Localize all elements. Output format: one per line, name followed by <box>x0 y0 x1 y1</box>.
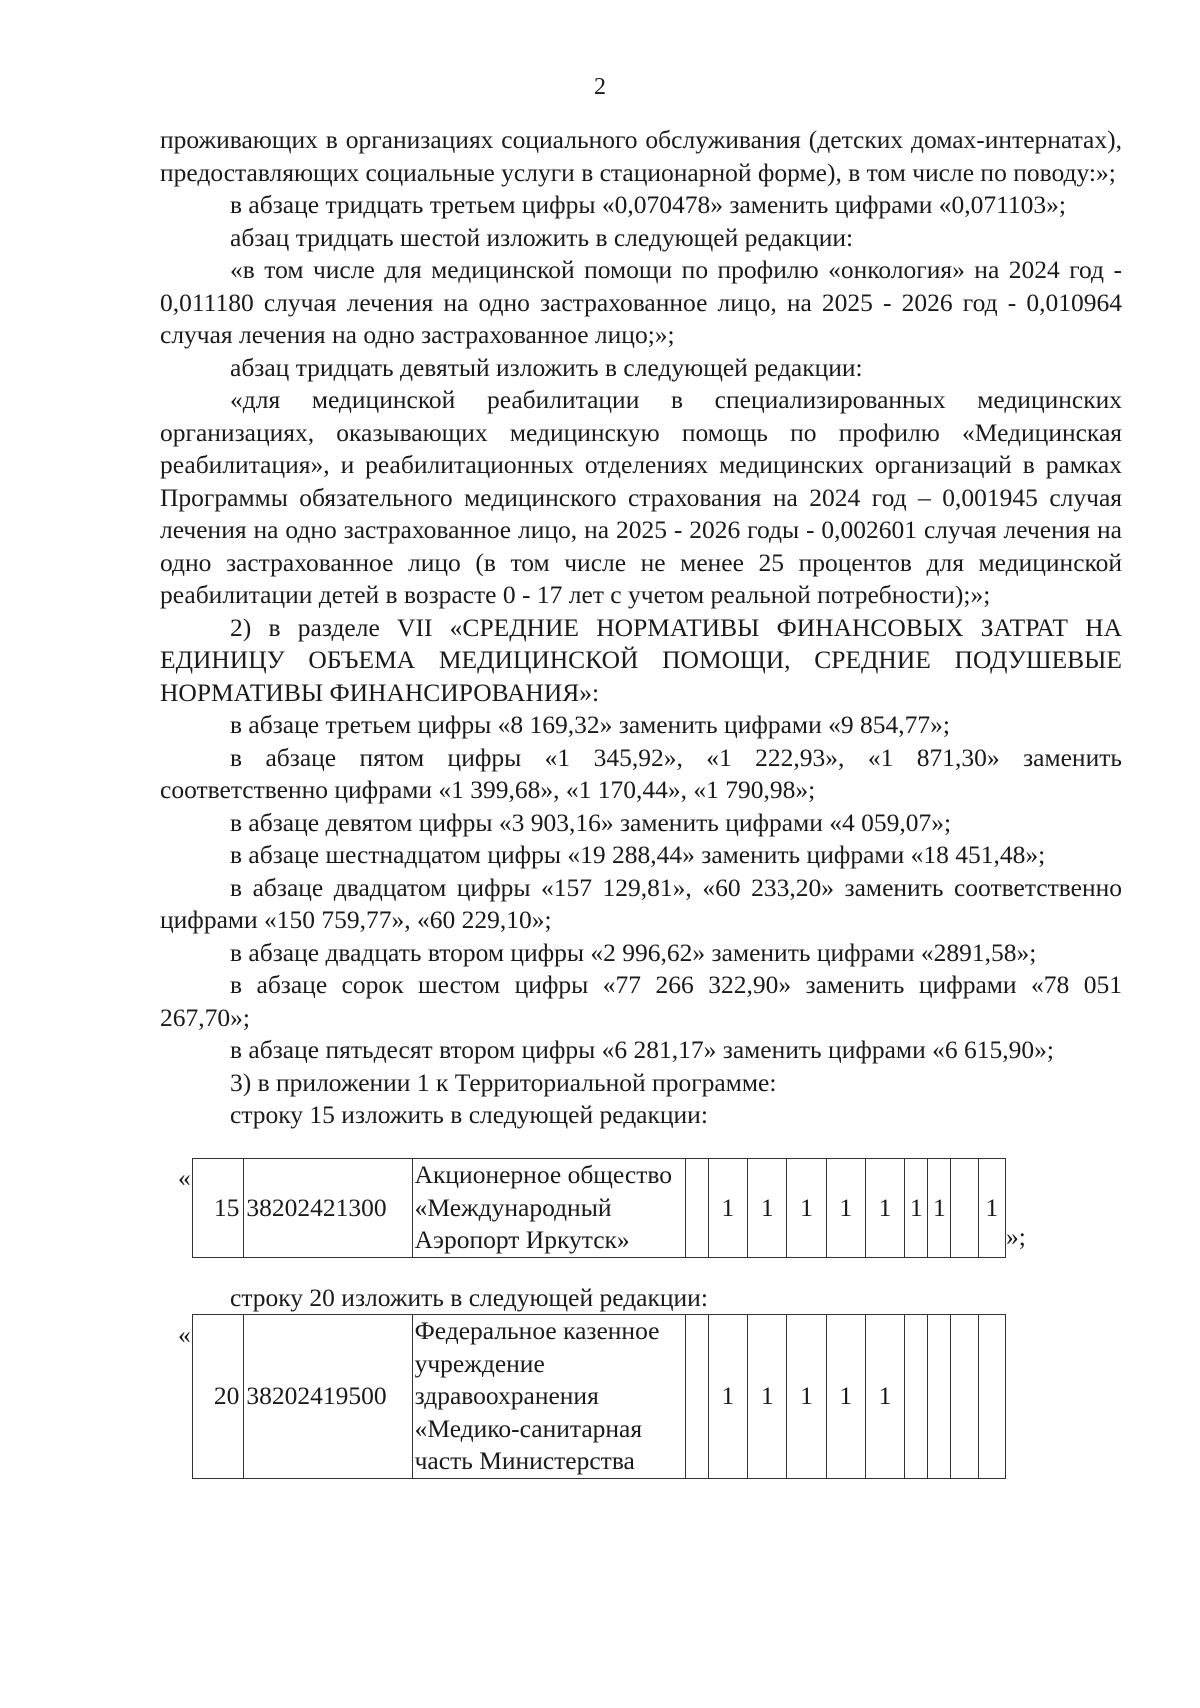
paragraph-10: в абзаце девятом цифры «3 903,16» заменить цифрами «4 059,07»; <box>230 807 952 837</box>
row20-mark-8 <box>928 1315 951 1479</box>
row15-mark-8: 1 <box>928 1159 951 1258</box>
row15-table <box>192 1158 1006 1258</box>
row20-organization: Федеральное казенное учреждение здравоохранения «Медико-санитарная часть Министерства <box>412 1315 685 1479</box>
paragraph-15: в абзаце пятьдесят втором цифры «6 281,17» заменить цифрами «6 615,90»; <box>230 1035 1054 1064</box>
row15-mark-2: 1 <box>708 1159 747 1258</box>
row20-mark-1 <box>685 1315 708 1479</box>
paragraph-8: в абзаце третьем цифры «8 169,32» заменить цифрами «9 854,77»; <box>230 710 950 739</box>
row20-table <box>192 1314 1006 1479</box>
paragraph-12: в абзаце двадцатом цифры «157 129,81», «60 233,20» заменить соответственно цифрами «150 759,77», «60 229,10»; <box>160 872 1122 934</box>
row15-number: 15 <box>193 1159 244 1258</box>
table-row <box>193 1159 1006 1258</box>
paragraph-7: 2) в разделе VII «СРЕДНИЕ НОРМАТИВЫ ФИНАНСОВЫХ ЗАТРАТ НА ЕДИНИЦУ ОБЪЕМА МЕДИЦИНСКОЙ ПОМОЩИ, СРЕДНИЕ ПОДУШЕВЫЕ НОРМАТИВЫ ФИНАНСИРОВАНИЯ»: <box>160 612 1122 707</box>
document-body <box>160 124 1122 1132</box>
row20-intro: строку 20 изложить в следующей редакции: <box>230 1283 708 1312</box>
row15-mark-7: 1 <box>905 1159 928 1258</box>
row15-mark-10: 1 <box>978 1159 1005 1258</box>
row15-code: 38202421300 <box>244 1159 412 1258</box>
paragraph-11: в абзаце шестнадцатом цифры «19 288,44» заменить цифрами «18 451,48»; <box>230 840 1046 869</box>
row20-open-quote: « <box>178 1320 191 1349</box>
row15-mark-1 <box>685 1159 708 1258</box>
paragraph-4: «в том числе для медицинской помощи по профилю «онкология» на 2024 год - 0,011180 случая лечения на одно застрахованное лицо, на 2025 - 2026 год - 0,010964 случая лечения на одно застрахованное лицо;»; <box>160 255 1122 349</box>
paragraph-1: проживающих в организациях социального обслуживания (детских домах-интернатах), предоставляющих социальные услуги в стационарной форме), в том числе по поводу:»; <box>160 125 1122 187</box>
row20-mark-3: 1 <box>748 1315 787 1479</box>
row15-mark-5: 1 <box>826 1159 865 1258</box>
page-number: 2 <box>594 74 606 100</box>
row20-mark-10 <box>978 1315 1005 1479</box>
table-row <box>193 1315 1006 1479</box>
row15-mark-9 <box>951 1159 978 1258</box>
row15-open-quote: « <box>178 1163 191 1192</box>
row15-mark-6: 1 <box>865 1159 904 1258</box>
paragraph-13: в абзаце двадцать втором цифры «2 996,62» заменить цифрами «2891,58»; <box>230 937 1037 967</box>
row20-number: 20 <box>193 1315 244 1479</box>
row20-mark-6: 1 <box>865 1315 904 1479</box>
row20-code: 38202419500 <box>244 1315 412 1479</box>
paragraph-6: «для медицинской реабилитации в специализированных медицинских организациях, оказывающих медицинскую помощь по профилю «Медицинская реабилитация», и реабилитационных отделениях медицинских организаций в рамках Программы обязательного медицинского страхования на 2024 год – 0,001945 случая лечения на одно застрахованное лицо, на 2025 - 2026 годы - 0,002601 случая лечения на одно застрахованное лицо (в том числе не менее 25 процентов для медицинской реабилитации детей в возрасте 0 - 17 лет с учетом реальной потребности);»; <box>160 385 1122 609</box>
paragraph-2: в абзаце тридцать третьем цифры «0,070478» заменить цифрами «0,071103»; <box>230 190 1067 219</box>
row20-mark-5: 1 <box>826 1315 865 1479</box>
paragraph-5: абзац тридцать девятый изложить в следующей редакции: <box>230 352 863 382</box>
row20-mark-7 <box>905 1315 928 1479</box>
paragraph-14: в абзаце сорок шестом цифры «77 266 322,90» заменить цифрами «78 051 267,70»; <box>160 970 1122 1032</box>
row20-mark-9 <box>951 1315 978 1479</box>
paragraph-17: строку 15 изложить в следующей редакции: <box>230 1100 708 1129</box>
paragraph-3: абзац тридцать шестой изложить в следующей редакции: <box>230 222 854 252</box>
row15-organization: Акционерное общество «Международный Аэропорт Иркутск» <box>412 1159 685 1258</box>
paragraph-16: 3) в приложении 1 к Территориальной программе: <box>230 1067 777 1097</box>
row15-close-quote: »; <box>1006 1222 1026 1251</box>
row20-mark-2: 1 <box>708 1315 747 1479</box>
row20-mark-4: 1 <box>787 1315 826 1479</box>
row15-mark-3: 1 <box>748 1159 787 1258</box>
row15-mark-4: 1 <box>787 1159 826 1258</box>
paragraph-9: в абзаце пятом цифры «1 345,92», «1 222,93», «1 871,30» заменить соответственно цифрами «1 399,68», «1 170,44», «1 790,98»; <box>160 742 1122 804</box>
